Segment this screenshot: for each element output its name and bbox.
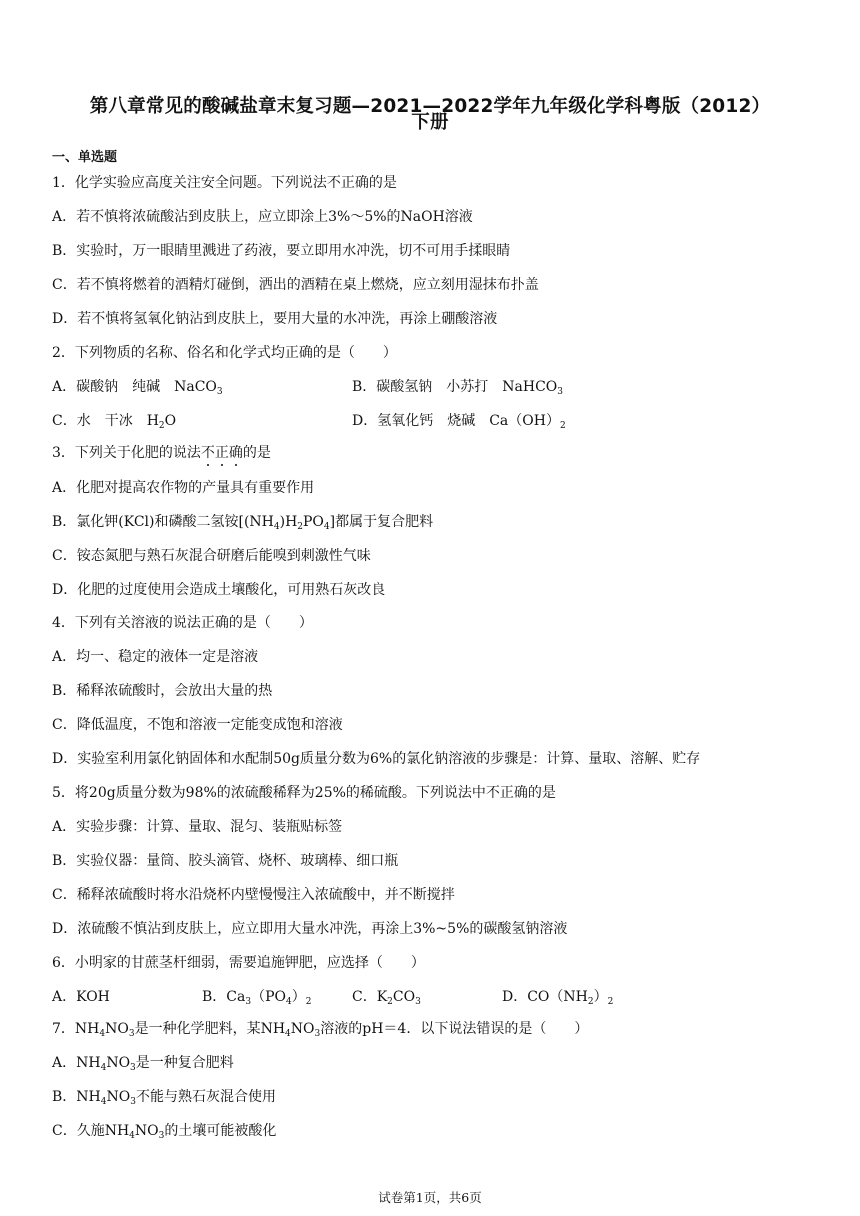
question-4-stem: 4．下列有关溶液的说法正确的是（ ） <box>52 615 313 631</box>
section-heading: 一、单选题 <box>52 150 118 165</box>
question-3-option-b: B．氯化钾(KCl)和磷酸二氢铵$[(NH_4)H_2PO_4]$都属于复合肥料 <box>52 514 434 532</box>
emphasis-dot: 确 <box>228 445 243 461</box>
question-6-option-b: B．$Ca_3(PO_4)_2$ <box>202 989 312 1007</box>
question-5-option-a: A．实验步骤：计算、量取、混匀、装瓶贴标签 <box>52 819 343 835</box>
question-6-stem: 6．小明家的甘蔗茎杆细弱，需要追施钾肥，应选择（ ） <box>52 955 425 971</box>
question-1-option-b: B．实验时，万一眼睛里溅进了药液，要立即用水冲洗，切不可用手揉眼睛 <box>52 243 511 259</box>
question-7-option-c: C．久施$NH_4NO_3$的土壤可能被酸化 <box>52 1123 277 1141</box>
question-5-option-d: D．浓硫酸不慎沾到皮肤上，应立即用大量水冲洗，再涂上3%~5%的碳酸氢钠溶液 <box>52 921 568 937</box>
page-title: 第八章常见的酸碱盐章末复习题—2021—2022学年九年级化学科粤版（2012） <box>89 96 771 117</box>
question-2-option-d: D．氢氧化钙 烧碱 $Ca(OH)_2$ <box>352 413 566 431</box>
emphasis-dot: 正 <box>214 445 229 461</box>
question-3-option-c: C．铵态氮肥与熟石灰混合研磨后能嗅到刺激性气味 <box>52 548 371 564</box>
emphasis-dot: 不 <box>200 445 215 461</box>
question-3-option-d: D．化肥的过度使用会造成土壤酸化，可用熟石灰改良 <box>52 582 386 598</box>
question-5-stem: 5．将20g质量分数为98%的浓硫酸稀释为25%的稀硫酸。下列说法中不正确的是 <box>52 785 556 801</box>
question-3-stem: 3．下列关于化肥的说法不正确的是 <box>52 445 271 461</box>
question-6-option-c: C．$K_2CO_3$ <box>352 989 421 1007</box>
question-7-stem: 7．$NH_4NO_3$是一种化学肥料，某$NH_4NO_3$溶液的pH＝4．以下说法错误的是（ ） <box>52 1021 589 1039</box>
question-5-option-c: C．稀释浓硫酸时将水沿烧杯内壁慢慢注入浓硫酸中，并不断搅拌 <box>52 887 455 903</box>
question-1-option-d: D．若不慎将氢氧化钠沾到皮肤上，要用大量的水冲洗，再涂上硼酸溶液 <box>52 311 498 327</box>
question-5-option-b: B．实验仪器：量筒、胶头滴管、烧杯、玻璃棒、细口瓶 <box>52 853 399 869</box>
question-6-option-d: D．$CO(NH_2)_2$ <box>502 989 614 1007</box>
question-1-option-c: C．若不慎将燃着的酒精灯碰倒，洒出的酒精在桌上燃烧，应立刻用湿抹布扑盖 <box>52 277 539 293</box>
question-7-option-a: A．$NH_4NO_3$是一种复合肥料 <box>52 1055 234 1073</box>
page-title-line2: 下册 <box>411 112 449 133</box>
question-1-option-a: A．若不慎将浓硫酸沾到皮肤上，应立即涂上3%～5%的NaOH溶液 <box>52 209 473 225</box>
question-7-option-b: B．$NH_4NO_3$不能与熟石灰混合使用 <box>52 1089 276 1107</box>
page-footer: 试卷第1页，共6页 <box>378 1190 482 1205</box>
question-4-option-d: D．实验室利用氯化钠固体和水配制50g质量分数为6%的氯化钠溶液的步骤是：计算、量取、溶解、贮存 <box>52 751 701 767</box>
question-4-option-b: B．稀释浓硫酸时，会放出大量的热 <box>52 683 273 699</box>
question-3-option-a: A．化肥对提高农作物的产量具有重要作用 <box>52 480 315 496</box>
question-2-option-a: A．碳酸钠 纯碱 NaCO$_3$ <box>52 379 223 397</box>
question-2-option-c: C．水 干冰 $H_2O$ <box>52 413 177 431</box>
question-6-option-a: A．KOH <box>52 989 110 1005</box>
question-1-stem: 1．化学实验应高度关注安全问题。下列说法不正确的是 <box>52 175 397 191</box>
question-4-option-a: A．均一、稳定的液体一定是溶液 <box>52 649 259 665</box>
question-2-option-b: B．碳酸氢钠 小苏打 NaHCO$_3$ <box>352 379 564 397</box>
question-4-option-c: C．降低温度，不饱和溶液一定能变成饱和溶液 <box>52 717 343 733</box>
question-2-stem: 2．下列物质的名称、俗名和化学式均正确的是（ ） <box>52 345 397 361</box>
